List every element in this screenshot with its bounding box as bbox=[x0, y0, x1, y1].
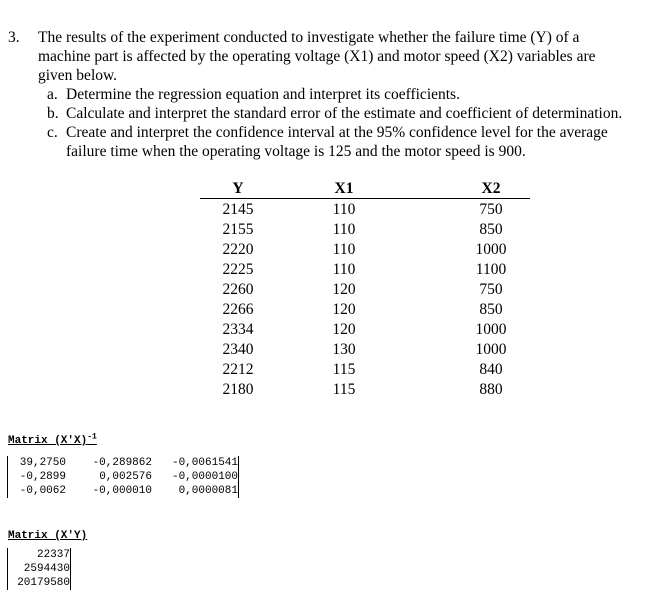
question-intro bbox=[8, 28, 648, 85]
matrix-inverse-title bbox=[8, 434, 97, 448]
cell-y: 2225 bbox=[222, 260, 254, 278]
column-gap bbox=[276, 219, 296, 239]
column-header-x2: X2 bbox=[452, 179, 530, 199]
column-gap bbox=[276, 199, 296, 220]
table-row bbox=[200, 339, 530, 359]
matrix-cell: -0,000010 bbox=[92, 485, 152, 497]
column-gap bbox=[392, 199, 452, 220]
matrix-row bbox=[8, 576, 71, 590]
intro-line: machine part is affected by the operating voltage (X1) and motor speed (X2) variables are bbox=[38, 48, 596, 65]
cell-x1: 110 bbox=[332, 240, 356, 258]
sub-question-text: Determine the regression equation and interpret its coefficients. bbox=[66, 86, 460, 103]
matrix-inverse-body bbox=[8, 456, 239, 498]
matrix-cell: 2594430 bbox=[23, 563, 70, 575]
column-gap bbox=[392, 279, 452, 299]
cell-y: 2260 bbox=[222, 280, 254, 298]
cell-x2: 750 bbox=[479, 200, 503, 218]
table-row bbox=[200, 319, 530, 339]
matrix-xy bbox=[7, 548, 71, 590]
sub-question-text: failure time when the operating voltage is 125 and the motor speed is 900. bbox=[66, 143, 526, 160]
column-gap bbox=[276, 359, 296, 379]
table-row bbox=[200, 239, 530, 259]
matrix-cell: -0,289862 bbox=[92, 457, 152, 469]
column-gap bbox=[392, 339, 452, 359]
cell-x1: 120 bbox=[332, 280, 356, 298]
matrix-row bbox=[8, 484, 239, 498]
matrix-cell: -0,2899 bbox=[19, 471, 66, 483]
column-header-x1: X1 bbox=[296, 179, 392, 199]
column-gap bbox=[276, 299, 296, 319]
column-gap bbox=[276, 379, 296, 399]
matrix-cell: 22337 bbox=[36, 549, 70, 561]
cell-x1: 115 bbox=[332, 380, 356, 398]
problem-statement bbox=[8, 28, 648, 161]
cell-y: 2212 bbox=[222, 360, 254, 378]
cell-x2: 1100 bbox=[475, 260, 507, 278]
cell-x2: 840 bbox=[479, 360, 503, 378]
table-row bbox=[200, 359, 530, 379]
cell-x2: 1000 bbox=[475, 240, 507, 258]
cell-x1: 110 bbox=[332, 260, 356, 278]
table-row bbox=[200, 259, 530, 279]
sub-question-letter: b. bbox=[47, 105, 59, 122]
cell-x1: 110 bbox=[332, 200, 356, 218]
sub-question-a bbox=[8, 85, 648, 104]
table-row bbox=[200, 279, 530, 299]
column-header-y: Y bbox=[200, 179, 276, 199]
cell-y: 2145 bbox=[222, 200, 254, 218]
intro-line: given below. bbox=[38, 67, 118, 84]
cell-y: 2180 bbox=[222, 380, 254, 398]
matrix-cell: 0,002576 bbox=[99, 471, 152, 483]
table-row bbox=[200, 299, 530, 319]
cell-y: 2220 bbox=[222, 240, 254, 258]
matrix-inverse bbox=[7, 456, 239, 498]
sub-question-text: Create and interpret the confidence interval at the 95% confidence level for the average bbox=[66, 124, 608, 141]
column-gap bbox=[392, 299, 452, 319]
matrix-cell: -0,0061541 bbox=[171, 457, 238, 469]
column-gap bbox=[392, 359, 452, 379]
cell-x1: 120 bbox=[332, 320, 356, 338]
table-header-row bbox=[200, 179, 530, 199]
cell-x2: 750 bbox=[479, 280, 503, 298]
matrix-xy-title: Matrix (X'Y) bbox=[8, 530, 88, 542]
matrix-cell: 20179580 bbox=[17, 577, 70, 589]
matrix-cell: 0,0000081 bbox=[178, 485, 238, 497]
matrix-row bbox=[8, 470, 239, 484]
matrix-cell: -0,0000100 bbox=[171, 471, 238, 483]
table-row bbox=[200, 199, 530, 220]
matrix-inverse-title-text: Matrix (X'X) bbox=[8, 435, 88, 447]
column-gap bbox=[276, 279, 296, 299]
cell-y: 2155 bbox=[222, 220, 254, 238]
matrix-row bbox=[8, 456, 239, 470]
table-body bbox=[200, 199, 530, 400]
table-row bbox=[200, 379, 530, 399]
sub-question-letter: a. bbox=[47, 86, 58, 103]
matrix-cell: 39,2750 bbox=[19, 457, 66, 469]
sub-question-b bbox=[8, 104, 648, 123]
cell-y: 2266 bbox=[222, 300, 254, 318]
matrix-row bbox=[8, 548, 71, 562]
column-gap bbox=[392, 259, 452, 279]
column-gap bbox=[392, 379, 452, 399]
question-number: 3. bbox=[8, 29, 20, 46]
sub-question-text: Calculate and interpret the standard error of the estimate and coefficient of determination. bbox=[66, 105, 623, 122]
cell-y: 2340 bbox=[222, 340, 254, 358]
column-gap bbox=[392, 239, 452, 259]
column-gap bbox=[392, 319, 452, 339]
matrix-xy-body bbox=[8, 548, 71, 590]
cell-y: 2334 bbox=[222, 320, 254, 338]
column-gap bbox=[276, 339, 296, 359]
table-row bbox=[200, 219, 530, 239]
cell-x2: 850 bbox=[479, 300, 503, 318]
column-gap bbox=[276, 259, 296, 279]
sub-question-c bbox=[8, 123, 648, 161]
cell-x2: 1000 bbox=[475, 320, 507, 338]
matrix-row bbox=[8, 562, 71, 576]
cell-x2: 1000 bbox=[475, 340, 507, 358]
matrix-cell: -0,0062 bbox=[19, 485, 66, 497]
column-gap bbox=[392, 179, 452, 199]
cell-x1: 130 bbox=[332, 340, 356, 358]
intro-line: The results of the experiment conducted to investigate whether the failure time (Y) of a bbox=[38, 29, 580, 46]
cell-x1: 120 bbox=[332, 300, 356, 318]
cell-x1: 110 bbox=[332, 220, 356, 238]
sub-question-letter: c. bbox=[47, 124, 58, 141]
column-gap bbox=[276, 179, 296, 199]
column-gap bbox=[276, 319, 296, 339]
cell-x1: 115 bbox=[332, 360, 356, 378]
matrix-inverse-superscript: -1 bbox=[87, 432, 97, 442]
cell-x2: 850 bbox=[479, 220, 503, 238]
column-gap bbox=[276, 239, 296, 259]
data-table bbox=[200, 179, 530, 399]
cell-x2: 880 bbox=[479, 380, 503, 398]
column-gap bbox=[392, 219, 452, 239]
